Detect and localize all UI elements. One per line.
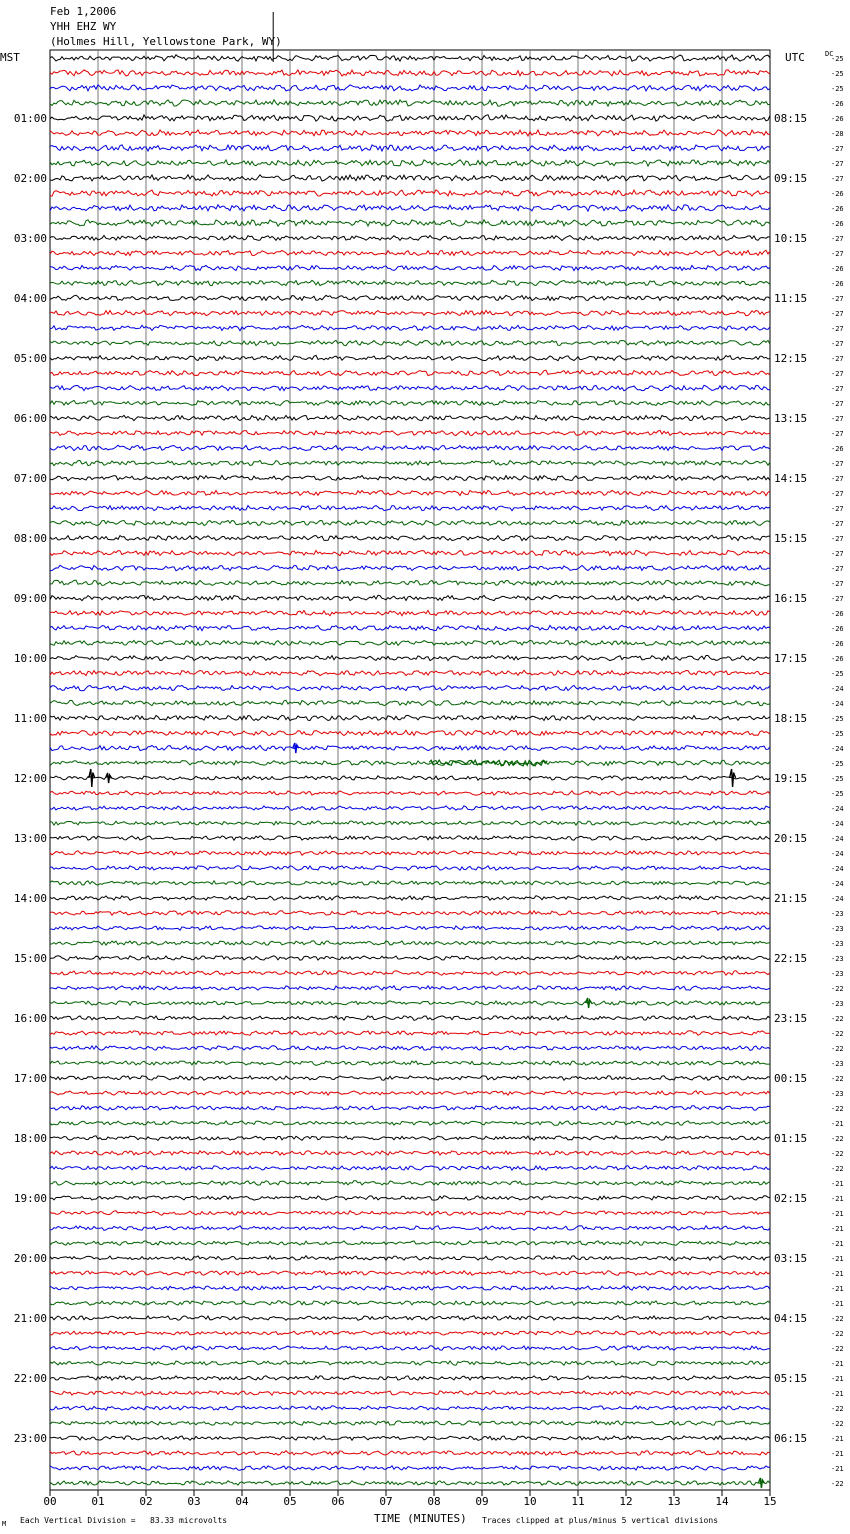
dc-offset-label: -27 <box>831 475 844 483</box>
mst-hour-label: 19:00 <box>13 1192 47 1205</box>
seismic-trace <box>50 385 770 390</box>
x-tick-label: 05 <box>283 1495 297 1508</box>
dc-offset-label: -24 <box>831 805 844 813</box>
x-tick-label: 03 <box>187 1495 201 1508</box>
dc-offset-label: -27 <box>831 250 844 258</box>
mst-hour-label: 10:00 <box>13 652 47 665</box>
mst-hour-label: 05:00 <box>13 352 47 365</box>
seismic-trace <box>50 175 770 181</box>
seismic-trace <box>50 1406 770 1410</box>
dc-offset-label: -22 <box>831 985 844 993</box>
seismic-trace <box>50 85 770 91</box>
seismic-trace <box>50 250 770 255</box>
utc-hour-label: 06:15 <box>774 1432 808 1445</box>
dc-offset-label: -27 <box>831 235 844 243</box>
mst-hour-label: 03:00 <box>13 232 47 245</box>
mst-hour-label: 06:00 <box>13 412 47 425</box>
seismic-trace <box>50 640 770 645</box>
mst-hour-label: 01:00 <box>13 112 47 125</box>
dc-offset-label: -24 <box>831 745 844 753</box>
dc-offset-label: -26 <box>831 220 844 228</box>
mst-hour-label: 13:00 <box>13 832 47 845</box>
x-tick-label: 09 <box>475 1495 489 1508</box>
dc-offset-label: -27 <box>831 535 844 543</box>
dc-offset-label: -21 <box>831 1210 844 1218</box>
dc-offset-label: -22 <box>831 1420 844 1428</box>
dc-offset-label: -22 <box>831 1150 844 1158</box>
x-tick-label: 01 <box>91 1495 105 1508</box>
seismic-trace <box>50 821 770 825</box>
seismic-trace <box>50 506 770 511</box>
seismic-trace <box>50 911 770 915</box>
seismic-trace <box>50 1331 770 1335</box>
seismic-trace <box>50 295 770 300</box>
seismic-trace <box>50 70 770 76</box>
x-tick-label: 04 <box>235 1495 249 1508</box>
right-zone-label: UTC <box>785 51 805 64</box>
seismic-trace <box>50 1421 770 1425</box>
dc-offset-label: -24 <box>831 820 844 828</box>
mst-hour-label: 21:00 <box>13 1312 47 1325</box>
dc-offset-label: -26 <box>831 280 844 288</box>
seismic-trace <box>50 715 770 720</box>
dc-offset-label: -21 <box>831 1240 844 1248</box>
dc-offset-label: -27 <box>831 490 844 498</box>
seismic-trace <box>50 851 770 856</box>
seismic-trace <box>50 1226 770 1231</box>
x-tick-label: 06 <box>331 1495 345 1508</box>
seismic-trace <box>50 1316 770 1321</box>
seismic-trace <box>50 115 770 121</box>
dc-offset-label: -21 <box>831 1300 844 1308</box>
dc-offset-label: -26 <box>831 205 844 213</box>
dc-offset-label: -21 <box>831 1255 844 1263</box>
seismic-trace <box>50 836 770 840</box>
clip-note: Traces clipped at plus/minus 5 vertical divisions <box>482 1516 719 1525</box>
mst-hour-label: 17:00 <box>13 1072 47 1085</box>
dc-offset-label: -24 <box>831 865 844 873</box>
utc-hour-label: 16:15 <box>774 592 808 605</box>
utc-hour-label: 12:15 <box>774 352 808 365</box>
dc-offset-label: -25 <box>831 715 844 723</box>
seismic-trace <box>50 1001 770 1006</box>
dc-offset-label: -22 <box>831 1330 844 1338</box>
seismic-trace <box>50 565 770 570</box>
utc-hour-label: 15:15 <box>774 532 808 545</box>
dc-offset-label: -27 <box>831 370 844 378</box>
seismic-trace <box>50 1076 770 1080</box>
dc-offset-label: -21 <box>831 1120 844 1128</box>
seismic-trace <box>50 956 770 961</box>
seismic-trace <box>50 130 770 136</box>
dc-offset-label: -24 <box>831 895 844 903</box>
seismic-trace <box>50 595 770 600</box>
seismic-trace <box>50 881 770 885</box>
mst-hour-label: 22:00 <box>13 1372 47 1385</box>
dc-offset-label: -22 <box>831 1045 844 1053</box>
seismic-trace <box>50 55 770 61</box>
seismic-trace <box>50 355 770 360</box>
seismic-trace <box>50 1121 770 1126</box>
seismic-trace <box>50 760 770 765</box>
dc-offset-label: -21 <box>831 1360 844 1368</box>
mst-hour-label: 16:00 <box>13 1012 47 1025</box>
seismic-trace <box>50 986 770 991</box>
dc-offset-label: -27 <box>831 430 844 438</box>
seismic-trace <box>50 580 770 585</box>
dc-offset-label: -25 <box>831 760 844 768</box>
seismic-trace <box>50 806 770 810</box>
dc-offset-label: -26 <box>831 610 844 618</box>
utc-hour-label: 02:15 <box>774 1192 808 1205</box>
seismic-trace <box>50 866 770 870</box>
seismic-trace <box>50 535 770 540</box>
dc-offset-label: -26 <box>831 190 844 198</box>
seismic-trace <box>50 610 770 615</box>
x-tick-label: 10 <box>523 1495 537 1508</box>
mst-hour-label: 08:00 <box>13 532 47 545</box>
dc-offset-label: -21 <box>831 1435 844 1443</box>
dc-offset-label: -24 <box>831 700 844 708</box>
dc-offset-label: -26 <box>831 265 844 273</box>
dc-offset-label: -27 <box>831 460 844 468</box>
utc-hour-label: 03:15 <box>774 1252 808 1265</box>
dc-offset-label: -21 <box>831 1375 844 1383</box>
seismic-trace <box>50 896 770 901</box>
seismic-trace <box>50 476 770 481</box>
seismic-trace <box>50 145 770 151</box>
dc-offset-label: -26 <box>831 640 844 648</box>
dc-offset-label: -21 <box>831 1225 844 1233</box>
x-tick-label: 00 <box>43 1495 57 1508</box>
seismic-trace <box>50 220 770 226</box>
corner-mark: M <box>2 1520 7 1528</box>
utc-hour-label: 18:15 <box>774 712 808 725</box>
dc-offset-label: -24 <box>831 880 844 888</box>
utc-hour-label: 08:15 <box>774 112 808 125</box>
dc-offset-label: -27 <box>831 145 844 153</box>
utc-hour-label: 20:15 <box>774 832 808 845</box>
utc-hour-label: 19:15 <box>774 772 808 785</box>
seismic-trace <box>50 100 770 106</box>
dc-offset-label: -25 <box>831 55 844 63</box>
seismic-trace <box>50 700 770 705</box>
mst-hour-label: 18:00 <box>13 1132 47 1145</box>
dc-offset-label: -25 <box>831 730 844 738</box>
dc-offset-label: -24 <box>831 835 844 843</box>
dc-offset-label: -25 <box>831 670 844 678</box>
x-axis-title: TIME (MINUTES) <box>374 1512 467 1525</box>
seismic-trace <box>50 1241 770 1246</box>
seismic-trace <box>50 236 770 241</box>
dc-offset-label: -27 <box>831 175 844 183</box>
dc-offset-label: -22 <box>831 1480 844 1488</box>
seismic-trace <box>50 1091 770 1095</box>
dc-offset-label: -25 <box>831 85 844 93</box>
x-tick-label: 08 <box>427 1495 441 1508</box>
seismic-trace <box>50 340 770 345</box>
seismic-trace <box>50 1301 770 1305</box>
seismic-trace <box>50 656 770 661</box>
scale-note: Each Vertical Division = 83.33 microvolts <box>20 1516 228 1525</box>
dc-offset-label: -22 <box>831 1030 844 1038</box>
dc-offset-label: -27 <box>831 565 844 573</box>
dc-offset-label: -27 <box>831 160 844 168</box>
utc-hour-label: 13:15 <box>774 412 808 425</box>
dc-offset-label: -27 <box>831 520 844 528</box>
mst-hour-label: 14:00 <box>13 892 47 905</box>
seismic-trace <box>50 370 770 375</box>
dc-offset-label: -27 <box>831 400 844 408</box>
dc-offset-label: -23 <box>831 925 844 933</box>
mst-hour-label: 12:00 <box>13 772 47 785</box>
mst-hour-label: 02:00 <box>13 172 47 185</box>
seismic-trace <box>50 1046 770 1051</box>
dc-offset-label: -23 <box>831 1060 844 1068</box>
seismic-trace <box>50 520 770 525</box>
seismic-trace <box>50 1136 770 1141</box>
dc-offset-label: -27 <box>831 550 844 558</box>
dc-offset-label: -26 <box>831 115 844 123</box>
mst-hour-label: 23:00 <box>13 1432 47 1445</box>
seismic-trace <box>50 776 770 780</box>
dc-offset-label: -27 <box>831 595 844 603</box>
dc-offset-label: -22 <box>831 1405 844 1413</box>
dc-offset-label: -21 <box>831 1270 844 1278</box>
seismic-trace <box>50 1031 770 1036</box>
mst-hour-label: 11:00 <box>13 712 47 725</box>
seismic-event <box>730 769 736 787</box>
seismic-trace <box>50 1451 770 1456</box>
seismic-trace <box>50 926 770 930</box>
seismic-trace <box>50 205 770 211</box>
dc-offset-label: -27 <box>831 325 844 333</box>
seismic-trace <box>50 1106 770 1110</box>
seismic-trace <box>50 685 770 690</box>
seismic-trace <box>50 190 770 196</box>
seismic-trace <box>50 400 770 405</box>
dc-offset-label: -25 <box>831 790 844 798</box>
dc-offset-label: -24 <box>831 685 844 693</box>
seismic-trace <box>50 1376 770 1380</box>
dc-offset-label: -24 <box>831 850 844 858</box>
seismic-trace <box>50 1211 770 1215</box>
seismic-trace <box>50 1196 770 1200</box>
dc-offset-label: -22 <box>831 1015 844 1023</box>
seismic-trace <box>50 445 770 450</box>
seismic-trace <box>50 310 770 315</box>
dc-offset-label: -21 <box>831 1180 844 1188</box>
x-tick-label: 13 <box>667 1495 681 1508</box>
dc-offset-label: -21 <box>831 1195 844 1203</box>
utc-hour-label: 01:15 <box>774 1132 808 1145</box>
dc-offset-label: -27 <box>831 355 844 363</box>
dc-offset-label: -26 <box>831 100 844 108</box>
seismic-trace <box>50 1166 770 1171</box>
seismic-event <box>586 998 592 1008</box>
x-tick-label: 11 <box>571 1495 585 1508</box>
utc-hour-label: 04:15 <box>774 1312 808 1325</box>
dc-offset-label: -23 <box>831 1090 844 1098</box>
header-date: Feb 1,2006 <box>50 5 117 18</box>
seismic-trace <box>50 1271 770 1276</box>
seismic-trace <box>50 670 770 675</box>
utc-hour-label: 00:15 <box>774 1072 808 1085</box>
seismic-trace <box>50 1481 770 1485</box>
utc-hour-label: 11:15 <box>774 292 808 305</box>
dc-offset-label: -22 <box>831 1135 844 1143</box>
seismic-trace <box>50 971 770 976</box>
dc-offset-label: -22 <box>831 1345 844 1353</box>
trace-layer <box>50 12 770 1488</box>
dc-offset-label: -27 <box>831 310 844 318</box>
seismic-trace <box>50 1256 770 1261</box>
seismic-trace <box>50 941 770 945</box>
seismic-trace <box>50 745 770 750</box>
dc-offset-label: -23 <box>831 970 844 978</box>
x-tick-label: 02 <box>139 1495 153 1508</box>
dc-offset-label: -21 <box>831 1390 844 1398</box>
x-tick-label: 15 <box>763 1495 777 1508</box>
dc-offset-label: -23 <box>831 955 844 963</box>
dc-offset-label: -28 <box>831 130 844 138</box>
mst-hour-label: 20:00 <box>13 1252 47 1265</box>
dc-offset-label: -27 <box>831 385 844 393</box>
dc-label: DC <box>825 50 834 58</box>
utc-hour-label: 23:15 <box>774 1012 808 1025</box>
seismic-trace <box>50 1346 770 1351</box>
seismic-trace <box>50 1286 770 1291</box>
seismic-trace <box>50 1181 770 1185</box>
dc-offset-label: -22 <box>831 1075 844 1083</box>
seismic-trace <box>50 1436 770 1441</box>
seismic-trace <box>50 625 770 630</box>
seismic-trace <box>50 460 770 465</box>
seismic-trace <box>50 160 770 166</box>
x-tick-label: 07 <box>379 1495 393 1508</box>
dc-offset-label: -25 <box>831 70 844 78</box>
dc-offset-label: -21 <box>831 1465 844 1473</box>
seismic-trace <box>50 1466 770 1470</box>
dc-offset-label: -27 <box>831 340 844 348</box>
mst-hour-label: 07:00 <box>13 472 47 485</box>
dc-offset-label: -26 <box>831 655 844 663</box>
utc-hour-label: 10:15 <box>774 232 808 245</box>
dc-offset-label: -22 <box>831 1105 844 1113</box>
dc-offset-label: -27 <box>831 580 844 588</box>
utc-hour-label: 14:15 <box>774 472 808 485</box>
seismic-trace <box>50 415 770 420</box>
dc-offset-label: -21 <box>831 1450 844 1458</box>
dc-offset-label: -22 <box>831 1315 844 1323</box>
mst-hour-label: 15:00 <box>13 952 47 965</box>
utc-hour-label: 05:15 <box>774 1372 808 1385</box>
dc-offset-label: -25 <box>831 775 844 783</box>
mst-hour-label: 04:00 <box>13 292 47 305</box>
seismic-trace <box>50 325 770 330</box>
dc-offset-label: -26 <box>831 445 844 453</box>
seismic-trace <box>50 1061 770 1065</box>
dc-offset-label: -22 <box>831 1165 844 1173</box>
seismic-trace <box>50 730 770 735</box>
seismic-trace <box>50 265 770 270</box>
seismic-trace <box>50 550 770 555</box>
seismic-trace <box>50 1391 770 1395</box>
left-zone-label: MST <box>0 51 20 64</box>
header-station: YHH EHZ WY <box>50 20 117 33</box>
dc-offset-label: -23 <box>831 940 844 948</box>
dc-offset-label: -23 <box>831 1000 844 1008</box>
seismic-trace <box>50 430 770 435</box>
dc-offset-label: -26 <box>831 625 844 633</box>
utc-hour-label: 22:15 <box>774 952 808 965</box>
seismic-trace <box>50 1016 770 1021</box>
label-layer <box>14 55 844 1508</box>
dc-offset-label: -27 <box>831 415 844 423</box>
seismic-trace <box>50 1361 770 1365</box>
seismic-trace <box>50 490 770 495</box>
header-location: (Holmes Hill, Yellowstone Park, WY) <box>50 35 282 48</box>
x-tick-label: 14 <box>715 1495 729 1508</box>
seismic-trace <box>50 1151 770 1155</box>
dc-offset-label: -27 <box>831 505 844 513</box>
utc-hour-label: 17:15 <box>774 652 808 665</box>
x-tick-label: 12 <box>619 1495 633 1508</box>
mst-hour-label: 09:00 <box>13 592 47 605</box>
utc-hour-label: 09:15 <box>774 172 808 185</box>
seismic-trace <box>50 280 770 285</box>
dc-offset-label: -21 <box>831 1285 844 1293</box>
dc-offset-label: -27 <box>831 295 844 303</box>
utc-hour-label: 21:15 <box>774 892 808 905</box>
seismic-trace <box>50 791 770 795</box>
dc-offset-label: -23 <box>831 910 844 918</box>
